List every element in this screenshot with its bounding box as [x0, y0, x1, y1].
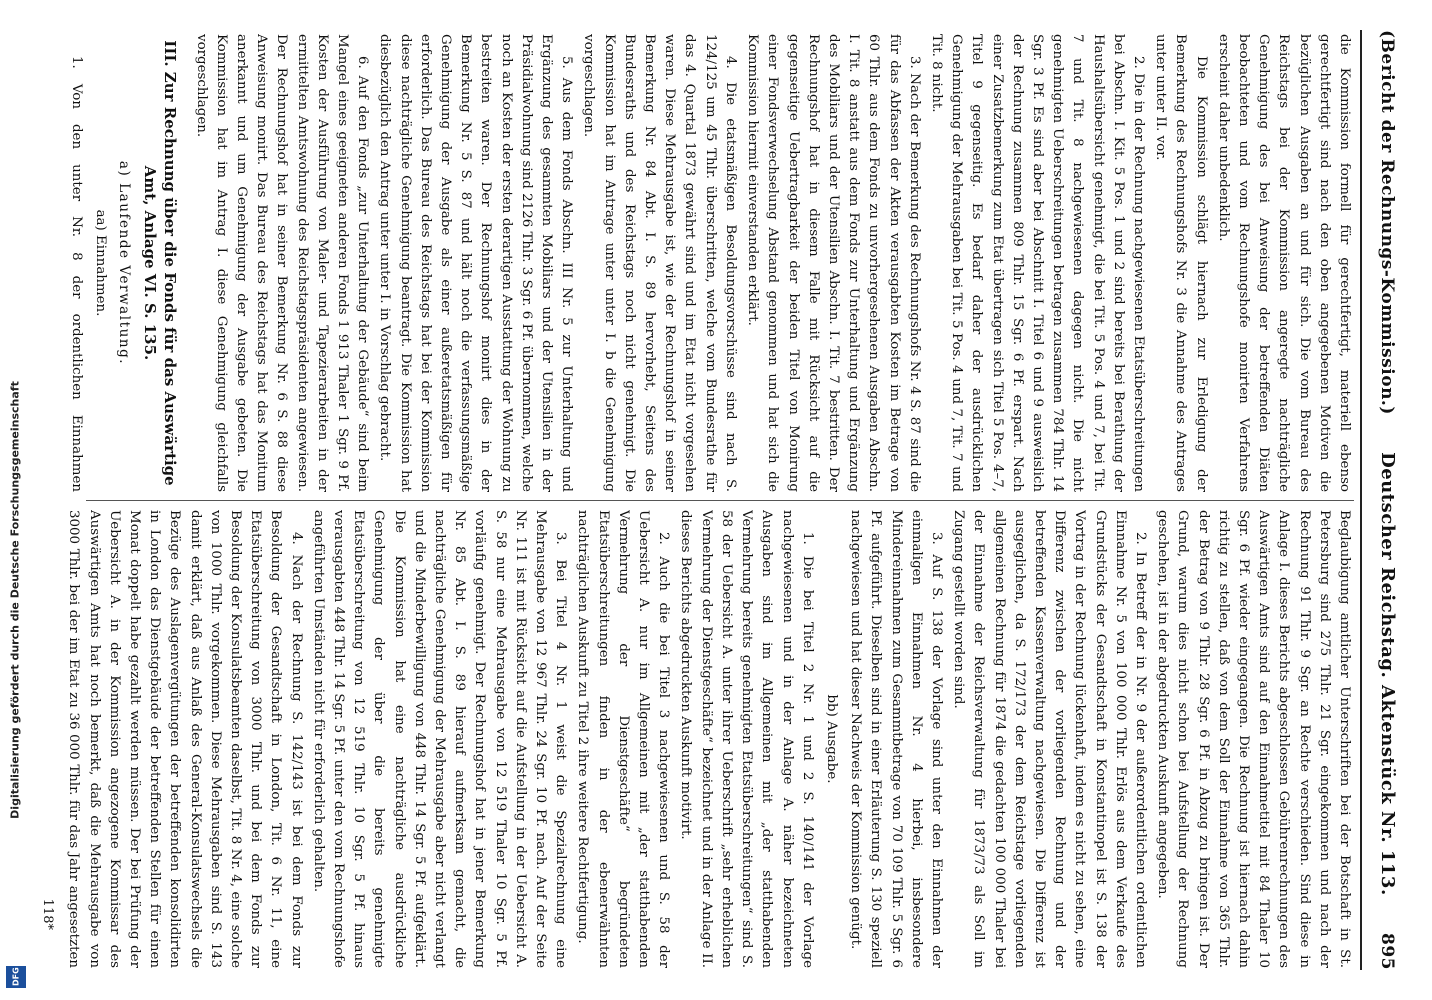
paragraph: 5. Aus dem Fonds Abschn. III Nr. 5 zur Unterhaltung und Ergänzung des gesammten Mobiliars und der Utensilien in der Präsidialwohnung sind 2126 Thlr. 3 Sgr. 6 Pf. übernommen, welche noch an Kosten der ersten derartigen Ausstattung der Wohnung zu bestreiten waren. Der Rechnungshof monirt dies in der Bemerkung Nr. 5 S. 87 und hält noch die verfassungsmäßige Genehmigung der Ausgabe als einer außeretatsmäßigen für erforderlich. Das Bureau des Reichstags hat bei der Kommission diese nachträgliche Genehmigung beantragt. Die Kommission hat diesbezüglich den Antrag unter unter I. in Vorschlag gebracht.: [377, 34, 575, 492]
section-heading: III. Zur Rechnung über die Fonds für das Auswärtige Amt, Anlage VI. S. 135.: [141, 40, 180, 486]
paragraph: 2. In Betreff der in Nr. 9 der außerordentlichen ordentlichen Einnahme Nr. 5 von 100 000 Thlr. Erlös aus dem Verkaufe des Grundstücks der Gesandtschaft in Konstantinopel ist S. 138 der Vortrag in der Rechnung lückenhaft, indem es nicht zu sehen, eine Differenz zwischen der vorliegenden Rechnung und der betreffenden Kassenverwaltung nachgewiesen. Die Differenz ist ausgeglichen, da S. 172/173 der dem Reichstage vorliegenden allgemeinen Rechnung für 1874 die gedachten 100 000 Thaler bei der Einnahme der Reichsverwaltung für 1873/73 als Soll im Zugang gestellt worden sind.: [951, 510, 1148, 968]
dfg-logo-icon: DFG: [6, 966, 26, 988]
paragraph: 2. Die in der Rechnung nachgewiesenen Etatsüberschreitungen bei Abschn. I. Kit. 5 Pos. 1 und 2 sind bereits bei Berathung der Haushaltsübersicht genehmigt, die bei Tit. 5 Pos. 4 und 7, bei Tit. 7 und Tit. 8 nachgewiesenen dagegen nicht. Die nicht genehmigten Ueberschreitungen betragen zusammen 784 Thlr. 14 Sgr. 3 Pf. Es sind aber bei Abschnitt I. Titel 6 und 9 ausweislich der Rechnung zusammen 809 Thlr. 15 Sgr. 6 Pf. erspart. Nach einer Zusatzbemerkung zum Etat übertragen sich Titel 5 Pos. 4–7, Titel 9 gegenseitig. Es bedarf daher der ausdrücklichen Genehmigung der Mehrausgaben bei Tit. 5 Pos. 4 und 7, Tit. 7 und Tit. 8 nicht.: [928, 34, 1146, 492]
paragraph: 4. Die etatsmäßigen Besoldungsvorschüsse sind nach S. 124/125 um 45 Thlr. überschritten, welche vom Bundesrathe für das 4. Quartal 1873 gewährt sind und im Etat nicht vorgesehen waren. Diese Mehrausgabe ist, wie der Rechnungshof in seiner Bemerkung Nr. 84 Abt. I. S. 89 hervorhebt, Seitens des Bundesraths und des Reichstags noch nicht genehmigt. Die Kommission hat im Antrage unter unter I. b die Genehmigung vorgeschlagen.: [581, 34, 738, 492]
header-rule: [1360, 30, 1362, 970]
paragraph: 6. Auf den Fonds „zur Unterhaltung der Gebäude“ sind beim Mangel eines geeigneten anderen Fonds 1 913 Thaler 1 Sgr. 9 Pf. Kosten der Ausführung von Maler- und Tapezierarbeiten in der ermittelten Amtswohnung des Reichstagspräsidenten angewiesen. Der Rechnungshof hat in seiner Bemerkung Nr. 6 S. 88 diese Anweisung monirt. Das Bureau des Reichstags hat das Monitum anerkannt und um Genehmigung der Ausgabe gebeten. Die Kommission hat im Antrag I. diese Genehmigung gleichfalls vorgeschlagen.: [193, 34, 371, 492]
right-column: [66, 510, 1354, 968]
digitization-credit: [4, 0, 26, 1000]
subheading-a: a) Laufende Verwaltung.: [116, 160, 133, 366]
paragraph: Beglaubigung amtlicher Unterschriften bei der Botschaft in St. Petersburg sind 275 Thlr. 21 Sgr. eingekommen und nach der Rechnung 91 Thlr. 9 Sgr. an Rechte verschieden. Sind diese in Anlage I. dieses Berichts abgeschlossen Gebührenrechnungen des Auswärtigen Amts sind auf den Einnahmetitel mit 84 Thaler 10 Sgr. 6 Pf. wieder eingegangen. Die Rechnung ist hiernach dahin richtig zu stellen, daß von dem Soll der Einnahme von 365 Thlr. der Betrag von 9 Thlr. 28 Sgr. 6 Pf. in Abzug zu bringen ist. Der Grund, warum dies nicht schon bei Aufstellung der Rechnung geschehen, ist in der abgedruckten Auskunft angegeben.: [1155, 510, 1352, 968]
paragraph: 3. Bei Titel 4 Nr. 1 weist die Spezialrechnung eine Mehrausgabe von 12 967 Thlr. 24 Sgr. 10 Pf. nach. Auf der Seite Nr. 111 ist mit Rücksicht auf die Aufstellung in der Uebersicht A. S. 58 nur eine Mehrausgabe von 12 519 Thaler 10 Sgr. 5 Pf. vorläufig genehmigt. Der Rechnungshof hat in jener Bemerkung Nr. 85 Abt. I. S. 89 hierauf aufmerksam gemacht, die nachträgliche Genehmigung der Mehrausgabe aber nicht verlangt und die Minderbewilligung von 448 Thlr. 14 Sgr. 5 Pf. aufgeklärt. Die Kommission hat eine nachträgliche ausdrückliche Genehmigung der über die bereits genehmigte Etatsüberschreitung von 12 519 Thlr. 10 Sgr. 5 Pf. hinaus verausgabten 448 Thlr. 14 Sgr. 5 Pf. unter den vom Rechnungshofe angeführten Umständen nicht für erforderlich gehalten.: [310, 510, 569, 968]
page-header: [1364, 30, 1398, 970]
left-column: [66, 34, 1354, 492]
subheading-bb: bb) Ausgabe.: [823, 694, 839, 784]
paragraph: 4. Nach der Rechnung S. 142/143 ist bei dem Fonds zur Besoldung der Gesandtschaft in London, Tit. 6 Nr. 11, eine Etatsüberschreitung von 3000 Thlr. und bei dem Fonds zur Besoldung der Konsulatsbeamten daselbst, Tit. 8 Nr. 4, eine solche von 1000 Thlr. vorgekommen. Diese Mehrausgaben sind S. 143 damit erklärt, daß aus Anlaß des General-Konsulatswechsels die Bezüge des Auslagenvergütungen der betreffenden konsolidirten in London das Dienstgebäude der betreffenden Stellen für einen Monat doppelt habe gezahlt werden müssen. Der bei Prüfung der Uebersicht A. in der Kommission angezogene Kommissar des Auswärtigen Amts hat noch bemerkt, daß die Mehrausgabe von 3000 Thlr. bei der im Etat zu 36 000 Thlr. für das Jahr angesetzten: [66, 510, 304, 968]
paragraph: 2. Auch die bei Titel 3 nachgewiesenen und S. 58 der Uebersicht A. nur im Allgemeinen mit „der statthabenden Vermehrung der Dienstgeschäfte“ begründeten Etatsüberschreitungen finden in der ebenerwähnten nachträglichen Auskunft zu Titel 2 ihre weitere Rechtfertigung.: [575, 510, 672, 968]
section-title: (Bericht der Rechnungs-Kommission.): [1377, 30, 1397, 415]
paragraph: 1. Die bei Titel 2 Nr. 1 und 2 S. 140/141 der Vorlage nachgewiesenen und in der Anlage A. näher bezeichneten Ausgaben sind im Allgemeinen mit „der statthabenden Vermehrung bereits genehmigten Etatsüberschreitungen“ sind S. 58 der Uebersicht A. unter ihrer Ueberschrift „sehr erheblichen Vermehrung der Dienstgeschäfte“ bezeichnet und in der Anlage II. dieses Berichts abgedruckten Auskunft motivirt.: [678, 510, 815, 968]
column-divider: [86, 500, 1354, 501]
paragraph: die Kommission formell für gerechtfertigt, materiell ebenso gerechtfertigt sind nach den oben angegebenen Motiven die bezüglichen Ausgaben an und für sich. Die vom Bureau des Reichstags bei der Kommission angeregte nachträgliche Genehmigung des bei Anweisung der betreffenden Diäten beobachteten und vom Rechnungshofe monirten Verfahrens erscheint daher unbedenklich.: [1215, 34, 1352, 492]
running-title: Deutscher Reichstag. Aktenstück Nr. 113.: [1377, 452, 1398, 896]
credit-text: Digitalisierung gefördert durch die Deutsche Forschungsgemeinschaft: [8, 381, 22, 819]
page-number: 895: [1377, 933, 1397, 970]
subheading-aa: aa) Einnahmen.: [93, 209, 109, 317]
sheet-signature: 118*: [40, 898, 55, 930]
paragraph: 3. Auf S. 138 der Vorlage sind unter den Einnahmen der einmaligen Einnahmen Nr. 4 hierbei, insbesondere Mindereinnahmen zum Gesammtbetrage von 70 109 Thlr. 5 Sgr. 6 Pf. aufgeführt. Dieselben sind in einer Erläuterung S. 130 speziell nachgewiesen und hat dieser Nachweis der Kommission genügt.: [848, 510, 944, 968]
paragraph: 3. Nach der Bemerkung des Rechnungshofs Nr. 4 S. 87 sind die für das Abfassen der Akten verausgabten Kosten im Betrage von 60 Thlr. aus dem Fonds zu unvorhergesehenen Ausgaben Abschn. I. Tit. 8 anstatt aus dem Fonds zur Unterhaltung und Ergänzung des Mobiliars und der Utensilien Abschn. I. Tit. 7 bestritten. Der Rechnungshof hat in diesem Falle mit Rücksicht auf die gegenseitige Uebertragbarkeit der beiden Titel von Monirung einer Fondsverwechselung Abstand genommen und hat sich die Kommission hiermit einverstanden erklärt.: [745, 34, 922, 492]
paragraph: Die Kommission schlägt hiernach zur Erledigung der Bemerkung des Rechnungshofs Nr. 3 die Annahme des Antrages unter unter II. vor.: [1153, 34, 1209, 492]
document-page: [26, 10, 1406, 990]
paragraph: 1. Von den unter Nr. 8 der ordentlichen Einnahmen: [69, 56, 85, 492]
